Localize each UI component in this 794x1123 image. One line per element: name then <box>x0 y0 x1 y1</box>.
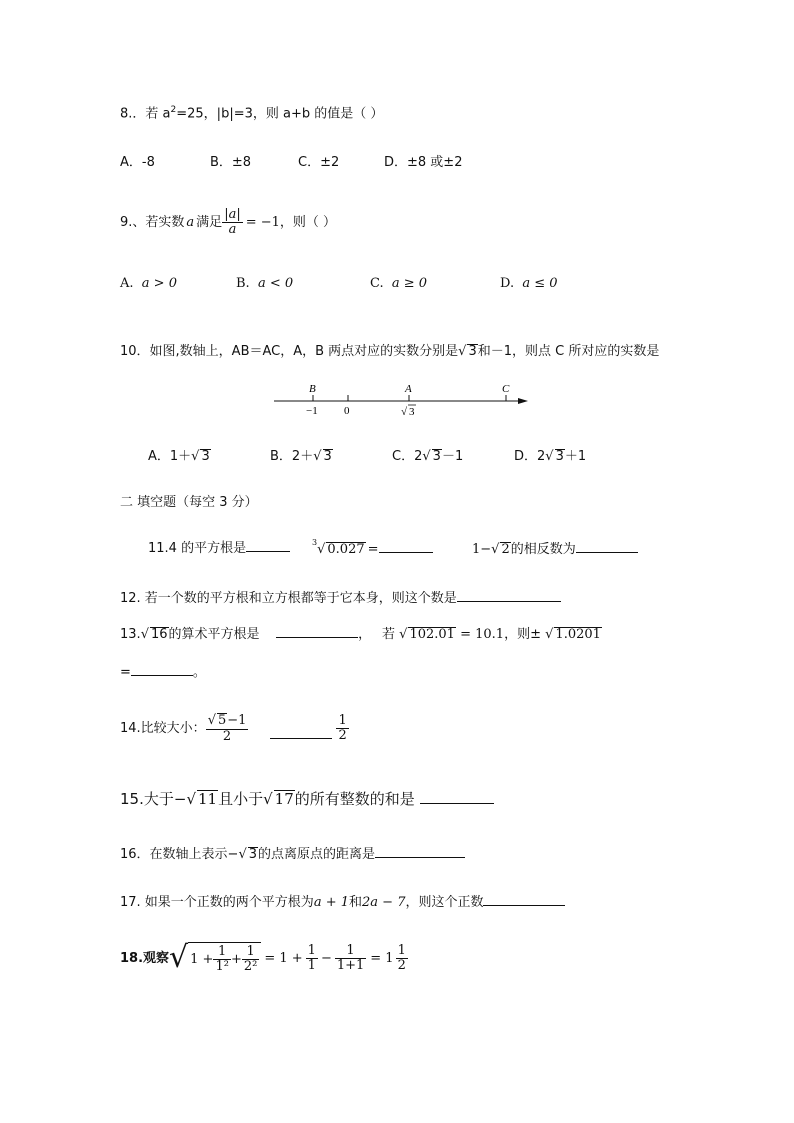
q18-frac-3 <box>306 944 318 974</box>
q17-b: 和 <box>349 895 363 910</box>
number-line-figure <box>270 380 535 422</box>
sqrt-symbol: √ <box>317 542 326 558</box>
answer-blank[interactable] <box>576 551 638 553</box>
q13-part-b <box>382 627 602 643</box>
answer-blank[interactable] <box>379 551 433 553</box>
q13-radicand: 16 <box>150 627 168 642</box>
q17-expr-2: 2a − 7 <box>362 895 406 910</box>
q9-opt-b-expr: a < 0 <box>257 276 294 291</box>
sqrt-symbol: √ <box>399 627 408 642</box>
q9-option-b <box>236 277 293 290</box>
q18-frac-4 <box>335 944 366 974</box>
q14-fraction-2 <box>336 714 348 744</box>
question-14 <box>120 713 349 744</box>
sqrt-symbol: √ <box>545 627 554 642</box>
answer-blank[interactable] <box>276 636 358 638</box>
q10-option-c <box>392 449 463 465</box>
cube-root-index: 3 <box>312 538 318 547</box>
sqrt-symbol: √ <box>207 713 216 728</box>
q14-frac2-num: 1 <box>338 712 347 728</box>
question-9 <box>120 208 336 238</box>
q15-radicand-1: 11 <box>198 790 218 808</box>
q18-in1: 1 + <box>190 952 214 968</box>
q10-opt-c-rad: 3 <box>432 449 441 464</box>
q9-option-c <box>370 277 427 290</box>
q14-frac1-den: 2 <box>222 728 232 744</box>
point-label-b: B <box>309 383 316 395</box>
q18-f1-num: 1 <box>213 945 230 960</box>
number-line-arrow <box>518 398 528 404</box>
q9-text-mid: 满足 <box>196 215 223 231</box>
sqrt-symbol: √ <box>263 790 273 808</box>
q10-text-b: 和－1，则点 C 所对应的实数是 <box>477 344 660 359</box>
q9-var: a <box>186 215 195 231</box>
q18-f2-num: 1 <box>242 945 259 960</box>
answer-blank[interactable] <box>131 674 193 676</box>
q9-frac-den: a <box>228 222 237 238</box>
q10-opt-a-pre: A．1＋ <box>148 449 192 464</box>
q8-superscript: 2 <box>170 105 177 115</box>
q9-opt-d-letter: D. <box>500 276 515 291</box>
q13-if: 若 <box>382 627 396 642</box>
q13-radicand-3: 1.0201 <box>555 627 601 642</box>
answer-blank[interactable] <box>420 802 494 804</box>
q14-num-radicand: 5 <box>217 713 227 728</box>
q11-c-radicand: 2 <box>501 542 510 557</box>
q8-option-a: A．-8 <box>120 155 155 170</box>
answer-blank[interactable] <box>457 600 561 602</box>
q11-c-post: 的相反数为 <box>510 542 576 557</box>
q16-radicand: 3 <box>248 847 258 862</box>
q9-frac-num: |a| <box>224 207 241 222</box>
q10-opt-b-pre: B．2＋ <box>270 449 314 464</box>
q13-radicand-2: 102.01 <box>409 627 455 642</box>
q9-opt-a-letter: A. <box>120 276 134 291</box>
q17-c: ，则这个正数 <box>405 895 484 910</box>
question-18 <box>120 942 408 975</box>
q13-answer-line <box>120 666 206 679</box>
q18-label: 18.观察 <box>120 950 170 966</box>
sqrt-symbol: √ <box>169 940 189 976</box>
answer-blank[interactable] <box>246 550 290 552</box>
q10-text-a: 10．如图,数轴上，AB＝AC，A，B 两点对应的实数分别是 <box>120 344 459 359</box>
q11-radicand: 0.027 <box>327 542 365 558</box>
q9-suffix: ，则（ ） <box>279 215 337 231</box>
tick-label-zero: 0 <box>344 405 350 417</box>
q11-eq: = <box>367 542 379 558</box>
answer-blank[interactable] <box>375 856 465 858</box>
question-8 <box>120 106 383 120</box>
sqrt-symbol: √ <box>458 344 467 359</box>
q9-opt-c-expr: a ≥ 0 <box>391 276 428 291</box>
q9-option-d <box>500 277 558 290</box>
q10-radicand: 3 <box>468 344 477 359</box>
q10-opt-b-rad: 3 <box>323 449 332 464</box>
q13-mid: 的算术平方根是 <box>168 627 260 642</box>
point-label-a: A <box>405 383 412 395</box>
q18-eq1: = 1 + <box>264 950 303 966</box>
q14-text: 14.比较大小： <box>120 721 206 737</box>
q8-text: 8.．若 a <box>120 106 171 122</box>
q9-rhs: = −1 <box>245 215 280 231</box>
q9-opt-d-expr: a ≤ 0 <box>522 276 558 291</box>
tick-label-sqrt3: 3 <box>409 406 415 418</box>
sqrt-symbol: √ <box>186 790 196 808</box>
sqrt-symbol: √ <box>313 449 322 464</box>
section-2-heading: 二 填空题（每空 3 分） <box>120 495 258 510</box>
q18-minus: − <box>320 950 332 966</box>
q8-option-d: D．±8 或±2 <box>384 155 463 170</box>
q14-fraction-1 <box>206 713 249 744</box>
q8-option-c: C．±2 <box>298 155 340 170</box>
sqrt-symbol: √ <box>545 449 554 464</box>
q15-b: 且小于 <box>218 790 264 808</box>
question-10 <box>120 344 659 360</box>
q13-eq-line: = <box>120 665 131 680</box>
q10-option-b <box>270 449 333 465</box>
q10-opt-d-post: ＋1 <box>564 449 587 464</box>
q12-text: 12. 若一个数的平方根和立方根都等于它本身，则这个数是 <box>120 591 457 606</box>
q9-text: 9.、若实数 <box>120 215 185 231</box>
tick-sqrt-symbol: √ <box>401 406 408 418</box>
q9-opt-a-expr: a > 0 <box>141 276 177 291</box>
q18-f3-num: 1 <box>307 942 316 958</box>
q10-opt-c-pre: C．2 <box>392 449 423 464</box>
q18-frac-5 <box>396 944 408 974</box>
q15-radicand-2: 17 <box>274 790 294 808</box>
q8-option-b: B．±8 <box>210 155 252 170</box>
question-15 <box>120 790 494 808</box>
question-11 <box>148 542 290 555</box>
sqrt-symbol: √ <box>422 449 431 464</box>
q10-opt-a-rad: 3 <box>201 449 210 464</box>
q10-opt-c-post: －1 <box>441 449 464 464</box>
sqrt-symbol: √ <box>491 542 500 557</box>
sqrt-symbol: √ <box>191 449 200 464</box>
q11-opposite <box>472 542 638 558</box>
q13-then: ，则± <box>504 627 541 642</box>
q18-f3-den: 1 <box>307 957 316 973</box>
q13-comma: ， <box>358 627 372 642</box>
q18-f4-num: 1 <box>335 944 366 959</box>
question-12 <box>120 592 561 605</box>
q18-f5-num: 1 <box>397 942 406 958</box>
q16-a: 16．在数轴上表示 <box>120 847 228 862</box>
q18-f2-den: 2² <box>243 959 258 975</box>
q8-text-2: =25，|b|=3，则 a+b 的值是（ ） <box>176 106 384 122</box>
q13-end: 。 <box>192 665 206 680</box>
answer-blank[interactable] <box>483 904 565 906</box>
question-16 <box>120 847 465 863</box>
q13-eq: = 10.1 <box>460 627 505 642</box>
q15-a: 15.大于 <box>120 790 174 808</box>
q15-minus: − <box>173 790 187 808</box>
q9-fraction <box>222 208 243 238</box>
question-13 <box>120 627 371 643</box>
answer-blank[interactable] <box>270 737 332 739</box>
q14-frac2-den: 2 <box>338 728 347 744</box>
sqrt-symbol: √ <box>238 847 247 862</box>
q9-opt-c-letter: C. <box>370 276 384 291</box>
q10-opt-d-rad: 3 <box>555 449 564 464</box>
q18-f5-den: 2 <box>397 957 406 973</box>
q18-f4-den: 1+1 <box>336 957 365 973</box>
q18-frac-1 <box>213 945 230 975</box>
q10-option-d <box>514 449 586 465</box>
q15-c: 的所有整数的和是 <box>294 790 415 808</box>
q17-expr-1: a + 1 <box>313 895 349 910</box>
q14-frac1-num <box>206 713 249 730</box>
q18-eq2: = 1 <box>370 950 394 966</box>
q17-a: 17. 如果一个正数的两个平方根为 <box>120 895 314 910</box>
q10-opt-d-pre: D．2 <box>514 449 546 464</box>
q16-b: 的点离原点的距离是 <box>258 847 376 862</box>
q18-f1-den: 1² <box>215 959 229 975</box>
sqrt-symbol: √ <box>140 627 149 642</box>
q14-num-post: −1 <box>227 713 247 728</box>
q13-pre: 13. <box>120 627 141 642</box>
q16-minus: − <box>227 847 239 862</box>
q18-plus: + <box>230 952 242 968</box>
q9-option-a <box>120 277 177 290</box>
point-label-c: C <box>502 383 510 395</box>
q9-opt-b-letter: B. <box>236 276 250 291</box>
q10-option-a <box>148 449 211 465</box>
q11-c-pre: 1− <box>472 542 492 557</box>
q18-radicand <box>188 942 261 975</box>
question-17 <box>120 896 565 909</box>
q11-part-a: 11.4 的平方根是 <box>148 541 247 556</box>
tick-label-neg1: −1 <box>306 405 318 417</box>
q11-cube-root <box>312 538 433 558</box>
q18-frac-2 <box>242 945 259 975</box>
